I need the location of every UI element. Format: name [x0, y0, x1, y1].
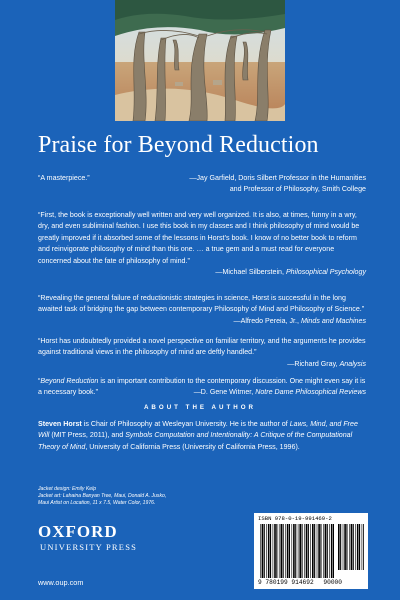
- ean-barcode-image: [260, 524, 334, 578]
- barcode-bar: [362, 524, 363, 570]
- quote-5-rest: is an important contribution to the contemporary discussion. One might even say it is a necessary book.”: [38, 377, 366, 397]
- barcode-bar: [359, 524, 360, 570]
- barcode-bar: [357, 524, 359, 570]
- author-book-2: Symbols Computation and Intentionality: A Critique of the Computational Theory of Mind: [38, 431, 353, 451]
- quote-4-text: “Horst has undoubtedly provided a novel perspective on familiar territory, and the arguments he provides against traditional views in the philosophy of mind are deftly handled.”: [38, 337, 366, 357]
- price-barcode-image: [338, 524, 364, 578]
- barcode-bar: [344, 524, 346, 570]
- quote-5-attribution: [194, 387, 366, 398]
- barcode-bar: [308, 524, 309, 578]
- quote-4-attribution: [38, 359, 366, 370]
- quote-1-attribution-line-2: and Professor of Philosophy, Smith College: [229, 185, 366, 194]
- barcode-bar: [274, 524, 276, 578]
- barcode-bar: [304, 524, 305, 578]
- ean-number: [258, 579, 364, 586]
- barcode-bar: [329, 524, 330, 578]
- page-title: Praise for Beyond Reduction: [38, 132, 319, 158]
- barcode-bar: [346, 524, 347, 570]
- barcode-bar: [312, 524, 314, 578]
- quote-5-text: “Beyond Reduction is an important contribution to the contemporary discussion. One might even say it is a necessary book.” —D. Gene Witmer, Notre Dame Philosophical Reviews: [38, 376, 366, 399]
- barcode-bar: [262, 524, 264, 578]
- quote-1-attribution-line-1: —Jay Garfield, Doris Silbert Professor in the Humanities: [189, 174, 366, 182]
- author-bio-part-3: , University of California Press (University of California Press, 1996).: [85, 442, 300, 451]
- barcode-bar: [353, 524, 354, 570]
- quote-2-text: “First, the book is exceptionally well written and very well organized. It is also, at times, funny in a wry, dry, and even subliminal fashion. I use this book in my classes and I think philosophy of mind would be greatly improved if it absorbed some of the lessons in Horst’s book. I know of no better book to reform and reinvigorate philosophy of mind than this one. … a true gem and a must read for everyone concerned about the fate of philosophy of mind.”: [38, 211, 360, 265]
- barcode-bar: [264, 524, 265, 578]
- cover-painting: [115, 0, 285, 121]
- isbn-label: ISBN 978-0-19-991469-2: [258, 515, 332, 522]
- quote-4: [38, 336, 366, 370]
- quote-5-title: Beyond Reduction: [40, 377, 99, 385]
- author-bio-part-2: (MIT Press, 2011), and: [49, 431, 126, 440]
- barcode-bar: [293, 524, 295, 578]
- quote-2-attribution: [38, 267, 366, 278]
- barcode-bar: [333, 524, 334, 578]
- barcode-bar: [351, 524, 353, 570]
- barcode-bar: [260, 524, 261, 578]
- barcode-bar: [310, 524, 311, 578]
- publisher-logo: OXFORD: [38, 522, 118, 541]
- barcode-bar: [340, 524, 341, 570]
- barcode-bar: [295, 524, 296, 578]
- barcode-bar: [338, 524, 340, 570]
- barcode-bar: [314, 524, 315, 578]
- author-bio-text: [38, 419, 366, 453]
- quote-2: [38, 210, 366, 278]
- barcode-bar: [279, 524, 280, 578]
- quote-1-text: “A masterpiece.”: [38, 174, 90, 182]
- barcode-bar: [331, 524, 333, 578]
- barcode-bar: [318, 524, 320, 578]
- quote-2-attribution-name: —Michael Silberstein,: [215, 268, 284, 277]
- quote-3-attribution: [38, 316, 366, 327]
- barcode-bar: [320, 524, 321, 578]
- quote-3-text: “Revealing the general failure of reductionistic strategies in science, Horst is successful in the long awaited task of bridging the gap between contemporary Philosophy of Mind and Philosophy of Science.”: [38, 294, 365, 314]
- ean-digits: 9 780199 914692: [258, 579, 314, 586]
- jacket-design-credit: Jacket design: Emily Kelp: [38, 486, 97, 492]
- barcode-bar: [323, 524, 324, 578]
- barcode-bar: [289, 524, 290, 578]
- quote-3-attribution-name: —Alfredo Pereia, Jr.,: [233, 316, 299, 325]
- quote-4-attribution-name: —Richard Gray,: [287, 359, 338, 368]
- price-code: 90000: [323, 579, 342, 586]
- publisher-url[interactable]: www.oup.com: [38, 578, 84, 587]
- barcode-bar: [273, 524, 274, 578]
- barcode-bar: [285, 524, 286, 578]
- barcode-bar: [270, 524, 271, 578]
- barcode-bar: [283, 524, 284, 578]
- publisher-subtitle: UNIVERSITY PRESS: [40, 542, 138, 552]
- about-author-heading: ABOUT THE AUTHOR: [143, 404, 257, 411]
- quote-2-attribution-source: Philosophical Psychology: [285, 268, 366, 277]
- barcode-bar: [302, 524, 303, 578]
- barcode-bar: [325, 524, 327, 578]
- jacket-art-credit-line-1: Jacket art: Lahaina Banyan Tree, Maui, Donald A. Jusko,: [38, 492, 167, 499]
- barcode-bar: [276, 524, 277, 578]
- barcode-bar: [355, 524, 356, 570]
- barcode-bar: [317, 524, 318, 578]
- barcode-bar: [349, 524, 350, 570]
- barcode-bar: [287, 524, 289, 578]
- author-bio: [38, 419, 366, 453]
- jacket-credits: [38, 486, 218, 507]
- barcode-bar: [268, 524, 270, 578]
- barcode: [254, 513, 368, 589]
- quote-3-attribution-source: Minds and Machines: [300, 316, 366, 325]
- barcode-bar: [327, 524, 328, 578]
- quote-3: [38, 293, 366, 327]
- quote-1: [38, 173, 366, 196]
- author-name: Steven Horst: [38, 420, 82, 428]
- barcode-bar: [306, 524, 308, 578]
- barcode-bar: [299, 524, 301, 578]
- author-book-1: Laws, Mind, and Free Will: [38, 420, 358, 440]
- barcode-bar: [363, 524, 364, 570]
- quote-5-attribution-name: —D. Gene Witmer,: [193, 388, 254, 397]
- banyan-tree-painting-image: [115, 0, 285, 121]
- barcode-bar: [298, 524, 299, 578]
- barcode-bar: [266, 524, 267, 578]
- quote-5-attribution-source: Notre Dame Philosophical Reviews: [255, 388, 366, 397]
- barcode-bar: [281, 524, 283, 578]
- author-bio-part-1: is Chair of Philosophy at Wesleyan University. He is the author of: [81, 420, 290, 428]
- barcode-bar: [343, 524, 344, 570]
- quote-5: [38, 376, 366, 399]
- jacket-art-credit-line-2: Maui Artist on Location, 11 x 7.5, Water Color, 1976.: [38, 499, 156, 506]
- barcode-bar: [292, 524, 293, 578]
- quote-4-attribution-source: Analysis: [339, 359, 366, 368]
